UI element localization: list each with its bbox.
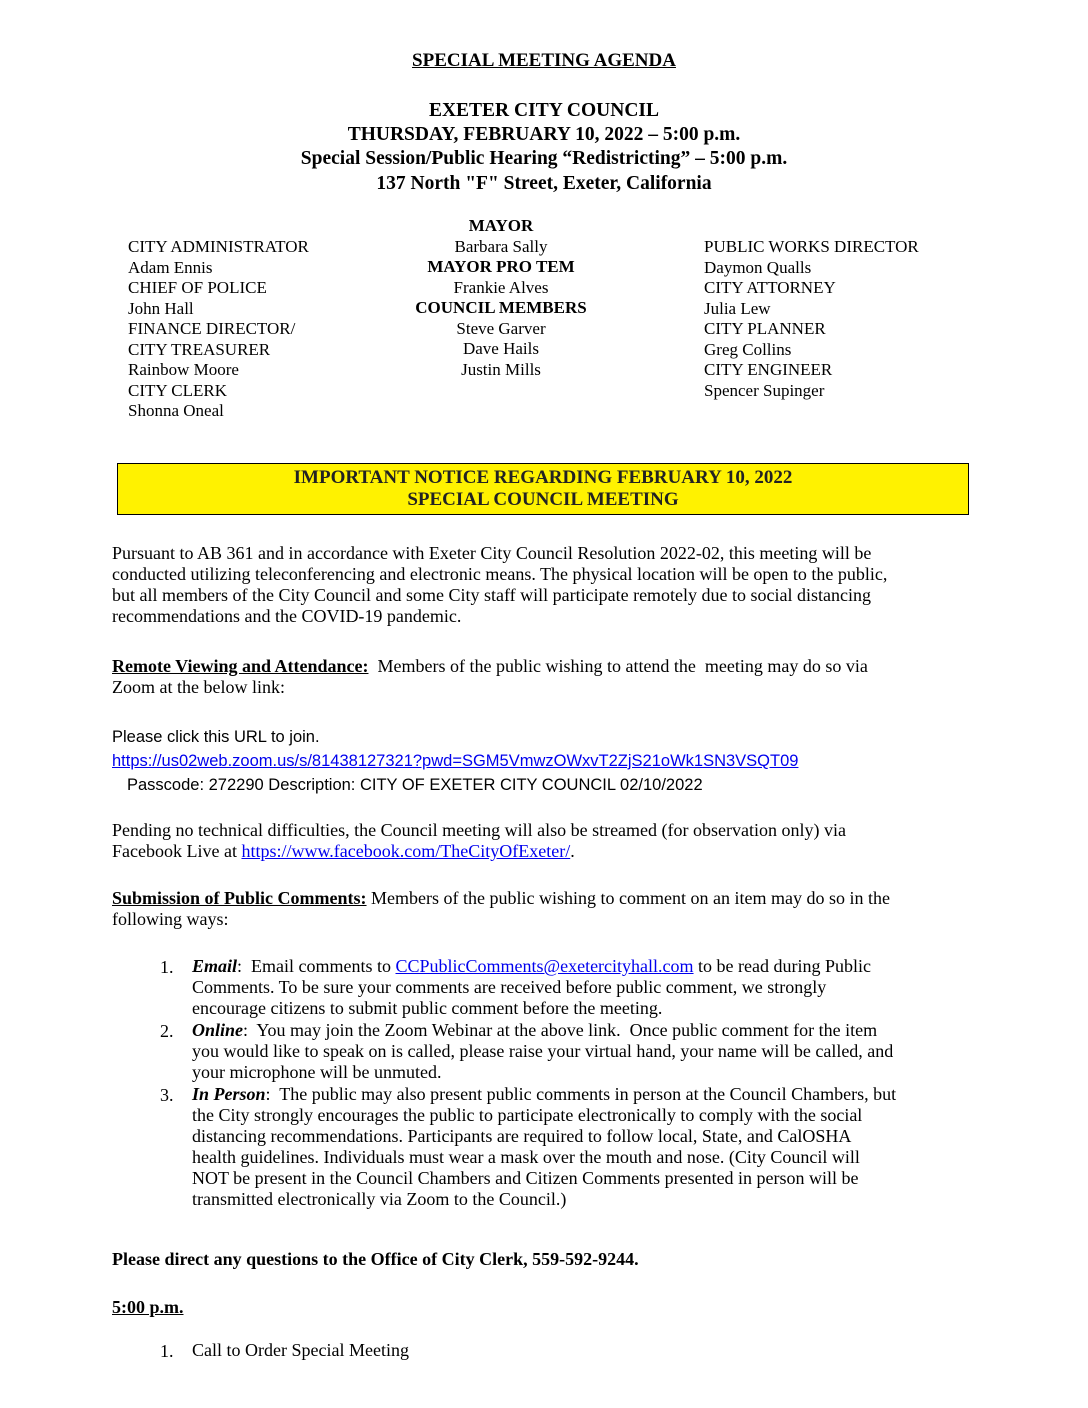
- mayor-pro-tem-label: MAYOR PRO TEM: [427, 257, 575, 276]
- method-label: In Person: [192, 1084, 266, 1104]
- method-text: the City strongly encourages the public to participate electronically to comply with the social: [192, 1105, 863, 1125]
- intro-line: Pursuant to AB 361 and in accordance with Exeter City Council Resolution 2022-02, this meeting will be: [112, 543, 872, 563]
- meeting-address: 137 North "F" Street, Exeter, California: [376, 173, 712, 194]
- official-title: CITY CLERK: [128, 380, 228, 400]
- stream-paragraph: [112, 820, 972, 862]
- important-notice-box: [117, 463, 969, 515]
- stream-text: Pending no technical difficulties, the Council meeting will also be streamed (for observation only) via: [112, 820, 846, 840]
- official-name: Julia Lew: [704, 298, 771, 318]
- official-name: John Hall: [128, 298, 194, 318]
- officials-center-column: [401, 216, 601, 380]
- official-name: Spencer Supinger: [704, 380, 825, 400]
- method-text: your microphone will be unmuted.: [192, 1062, 442, 1082]
- remote-viewing-text: Zoom at the below link:: [112, 677, 285, 697]
- official-title: CITY ATTORNEY: [704, 278, 836, 297]
- official-title: PUBLIC WORKS DIRECTOR: [704, 237, 919, 256]
- method-text: : You may join the Zoom Webinar at the above link. Once public comment for the item: [243, 1020, 878, 1040]
- official-name: Greg Collins: [704, 339, 792, 359]
- council-member-name: Dave Hails: [462, 339, 539, 358]
- public-comments-heading: Submission of Public Comments:: [112, 888, 367, 908]
- comment-methods-list: [160, 956, 960, 1210]
- zoom-block: [112, 725, 972, 797]
- method-label: Email: [192, 956, 238, 976]
- meeting-datetime: THURSDAY, FEBRUARY 10, 2022 – 5:00 p.m.: [347, 124, 741, 145]
- method-text: to be read during Public: [693, 956, 871, 976]
- official-title: FINANCE DIRECTOR/: [128, 319, 296, 338]
- list-item: [160, 1084, 960, 1210]
- zoom-passcode: Passcode: 272290 Description: CITY OF EXETER CITY COUNCIL 02/10/2022: [127, 776, 703, 794]
- mayor-name: Barbara Sally: [454, 236, 548, 256]
- notice-line-2: SPECIAL COUNCIL MEETING: [407, 489, 679, 510]
- public-comments-paragraph: [112, 888, 972, 930]
- council-member-name: Steve Garver: [456, 318, 546, 338]
- zoom-join-link[interactable]: https://us02web.zoom.us/s/81438127321?pwd=SGM5VmwzOWxvT2ZjS21oWk1SN3VSQT09: [112, 752, 799, 770]
- stream-text: .: [570, 841, 575, 861]
- agenda-list: [160, 1340, 960, 1361]
- official-name: Rainbow Moore: [128, 360, 239, 379]
- time-heading: 5:00 p.m.: [112, 1297, 184, 1317]
- list-item: [160, 1020, 960, 1083]
- remote-viewing-heading: Remote Viewing and Attendance:: [112, 656, 369, 676]
- document-title: SPECIAL MEETING AGENDA: [412, 50, 676, 71]
- official-title: CITY PLANNER: [704, 319, 826, 338]
- list-number: 2.: [160, 1021, 174, 1041]
- council-member-name: Justin Mills: [461, 359, 541, 379]
- agenda-item-text: Call to Order Special Meeting: [192, 1340, 409, 1360]
- list-item: [160, 956, 960, 1019]
- official-title: CITY TREASURER: [128, 339, 271, 359]
- council-members-label: COUNCIL MEMBERS: [415, 298, 587, 317]
- officials-left-column: [128, 237, 309, 422]
- notice-line-1: IMPORTANT NOTICE REGARDING FEBRUARY 10, 2022: [293, 467, 793, 488]
- official-name: Adam Ennis: [128, 257, 213, 277]
- intro-line: but all members of the City Council and some City staff will participate remotely due to social distancing: [112, 585, 872, 605]
- mayor-label: MAYOR: [468, 216, 534, 235]
- public-comments-text: Members of the public wishing to comment on an item may do so in the: [366, 888, 890, 908]
- intro-line: conducted utilizing teleconferencing and electronic means. The physical location will be open to the public,: [112, 564, 888, 584]
- method-text: Comments. To be sure your comments are received before public comment, we strongly: [192, 977, 827, 997]
- official-title: CITY ADMINISTRATOR: [128, 237, 309, 256]
- official-name: Daymon Qualls: [704, 257, 812, 277]
- intro-line: recommendations and the COVID-19 pandemic.: [112, 606, 462, 626]
- agenda-number: 1.: [160, 1341, 174, 1361]
- remote-viewing-paragraph: [112, 656, 972, 698]
- method-text: distancing recommendations. Participants are required to follow local, State, and CalOSHA: [192, 1126, 852, 1146]
- method-text: transmitted electronically via Zoom to the Council.): [192, 1189, 567, 1209]
- zoom-prompt: Please click this URL to join.: [112, 728, 320, 746]
- mayor-pro-tem-name: Frankie Alves: [453, 277, 549, 297]
- list-number: 1.: [160, 957, 174, 977]
- method-text: health guidelines. Individuals must wear a mask over the mouth and nose. (City Council will: [192, 1147, 860, 1167]
- official-title: CHIEF OF POLICE: [128, 278, 267, 297]
- intro-paragraph: [112, 543, 972, 627]
- method-text: you would like to speak on is called, please raise your virtual hand, your name will be called, and: [192, 1041, 894, 1061]
- official-name: Shonna Oneal: [128, 401, 224, 420]
- officials-right-column: [704, 237, 919, 401]
- public-comments-email-link[interactable]: CCPublicComments@exetercityhall.com: [395, 956, 694, 976]
- method-text: : Email comments to: [237, 956, 396, 976]
- method-text: : The public may also present public comments in person at the Council Chambers, but: [265, 1084, 897, 1104]
- method-label: Online: [192, 1020, 244, 1040]
- method-text: encourage citizens to submit public comment before the meeting.: [192, 998, 663, 1018]
- council-name: EXETER CITY COUNCIL: [428, 100, 660, 121]
- public-comments-text: following ways:: [112, 909, 229, 929]
- stream-text: Facebook Live at: [112, 841, 242, 861]
- session-title: Special Session/Public Hearing “Redistricting” – 5:00 p.m.: [300, 148, 788, 169]
- questions-line: Please direct any questions to the Office of City Clerk, 559-592-9244.: [112, 1249, 639, 1269]
- method-text: NOT be present in the Council Chambers and Citizen Comments presented in person will be: [192, 1168, 859, 1188]
- official-title: CITY ENGINEER: [704, 360, 833, 379]
- facebook-live-link[interactable]: https://www.facebook.com/TheCityOfExeter/: [241, 841, 571, 861]
- list-number: 3.: [160, 1085, 174, 1105]
- agenda-item: [160, 1340, 960, 1361]
- remote-viewing-text: Members of the public wishing to attend the meeting may do so via: [368, 656, 868, 676]
